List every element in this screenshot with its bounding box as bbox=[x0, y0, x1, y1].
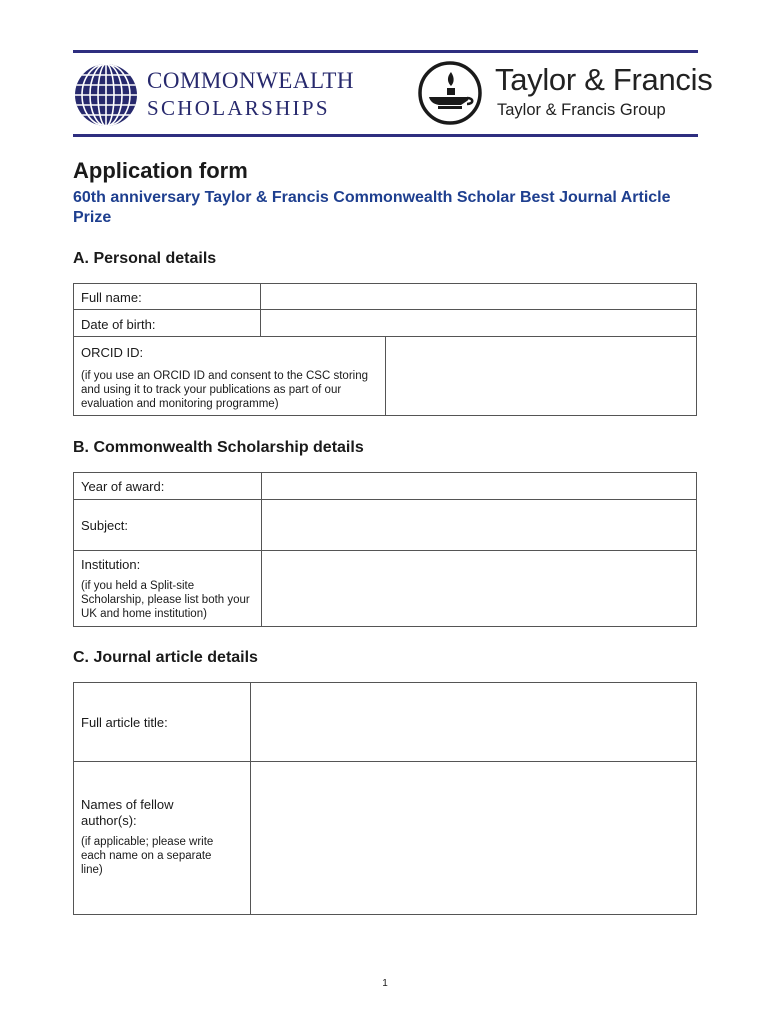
fellow-authors-field[interactable] bbox=[251, 762, 697, 915]
full-name-field[interactable] bbox=[261, 284, 697, 310]
orcid-note: (if you use an ORCID ID and consent to the CSC storing and using it to track your publications as part of our evaluation and monitoring programme) bbox=[81, 370, 368, 410]
logo-text-taylor-francis: Taylor & Francis bbox=[495, 62, 713, 97]
page-subtitle: 60th anniversary Taylor & Francis Commonwealth Scholar Best Journal Article Prize bbox=[73, 189, 671, 226]
globe-icon bbox=[73, 62, 139, 128]
oil-lamp-icon bbox=[417, 60, 483, 126]
table-row bbox=[74, 551, 697, 627]
institution-field[interactable] bbox=[262, 551, 697, 627]
year-of-award-label: Year of award: bbox=[81, 479, 165, 494]
logo-text-commonwealth: COMMONWEALTH bbox=[147, 68, 355, 93]
institution-note: (if you held a Split-site Scholarship, please list both your UK and home institution) bbox=[81, 580, 250, 620]
taylor-francis-logo bbox=[417, 58, 713, 128]
header-bottom-rule bbox=[73, 134, 698, 137]
orcid-label: ORCID ID: bbox=[81, 345, 144, 360]
orcid-field[interactable] bbox=[386, 337, 697, 416]
table-row bbox=[74, 500, 697, 551]
table-row bbox=[74, 337, 697, 416]
logo-text-scholarships: SCHOLARSHIPS bbox=[147, 96, 330, 120]
year-of-award-field[interactable] bbox=[262, 473, 697, 500]
section-heading-article: C. Journal article details bbox=[73, 649, 258, 666]
year-label-cell bbox=[74, 473, 262, 500]
authors-label-cell bbox=[74, 762, 251, 915]
table-row bbox=[74, 310, 697, 337]
institution-label: Institution: bbox=[81, 557, 141, 572]
dob-label-cell bbox=[74, 310, 261, 337]
page-title: Application form bbox=[73, 158, 248, 183]
article-title-label: Full article title: bbox=[81, 714, 168, 730]
table-row bbox=[74, 762, 697, 915]
personal-details-table bbox=[73, 283, 697, 416]
dob-label: Date of birth: bbox=[81, 317, 156, 332]
commonwealth-scholarships-logo bbox=[73, 62, 355, 126]
section-heading-personal: A. Personal details bbox=[73, 250, 217, 267]
full-name-label: Full name: bbox=[81, 290, 142, 305]
scholarship-details-table bbox=[73, 472, 697, 627]
full-name-label-cell bbox=[74, 284, 261, 310]
subject-label: Subject: bbox=[81, 517, 128, 533]
table-row bbox=[74, 284, 697, 310]
subject-field[interactable] bbox=[262, 500, 697, 551]
logo-text-taylor-francis-group: Taylor & Francis Group bbox=[497, 101, 666, 119]
page-number: 1 bbox=[382, 978, 388, 989]
institution-label-cell bbox=[74, 551, 262, 627]
date-of-birth-field[interactable] bbox=[261, 310, 697, 337]
fellow-authors-note: (if applicable; please write each name on a separate line) bbox=[81, 836, 214, 876]
header-top-rule bbox=[73, 50, 698, 53]
subject-label-cell bbox=[74, 500, 262, 551]
article-title-field[interactable] bbox=[251, 683, 697, 762]
article-title-label-cell bbox=[74, 683, 251, 762]
section-heading-scholarship: B. Commonwealth Scholarship details bbox=[73, 439, 364, 456]
article-details-table bbox=[73, 682, 697, 915]
orcid-label-cell bbox=[74, 337, 386, 416]
fellow-authors-label: Names of fellow author(s): bbox=[81, 797, 174, 828]
table-row bbox=[74, 473, 697, 500]
table-row bbox=[74, 683, 697, 762]
